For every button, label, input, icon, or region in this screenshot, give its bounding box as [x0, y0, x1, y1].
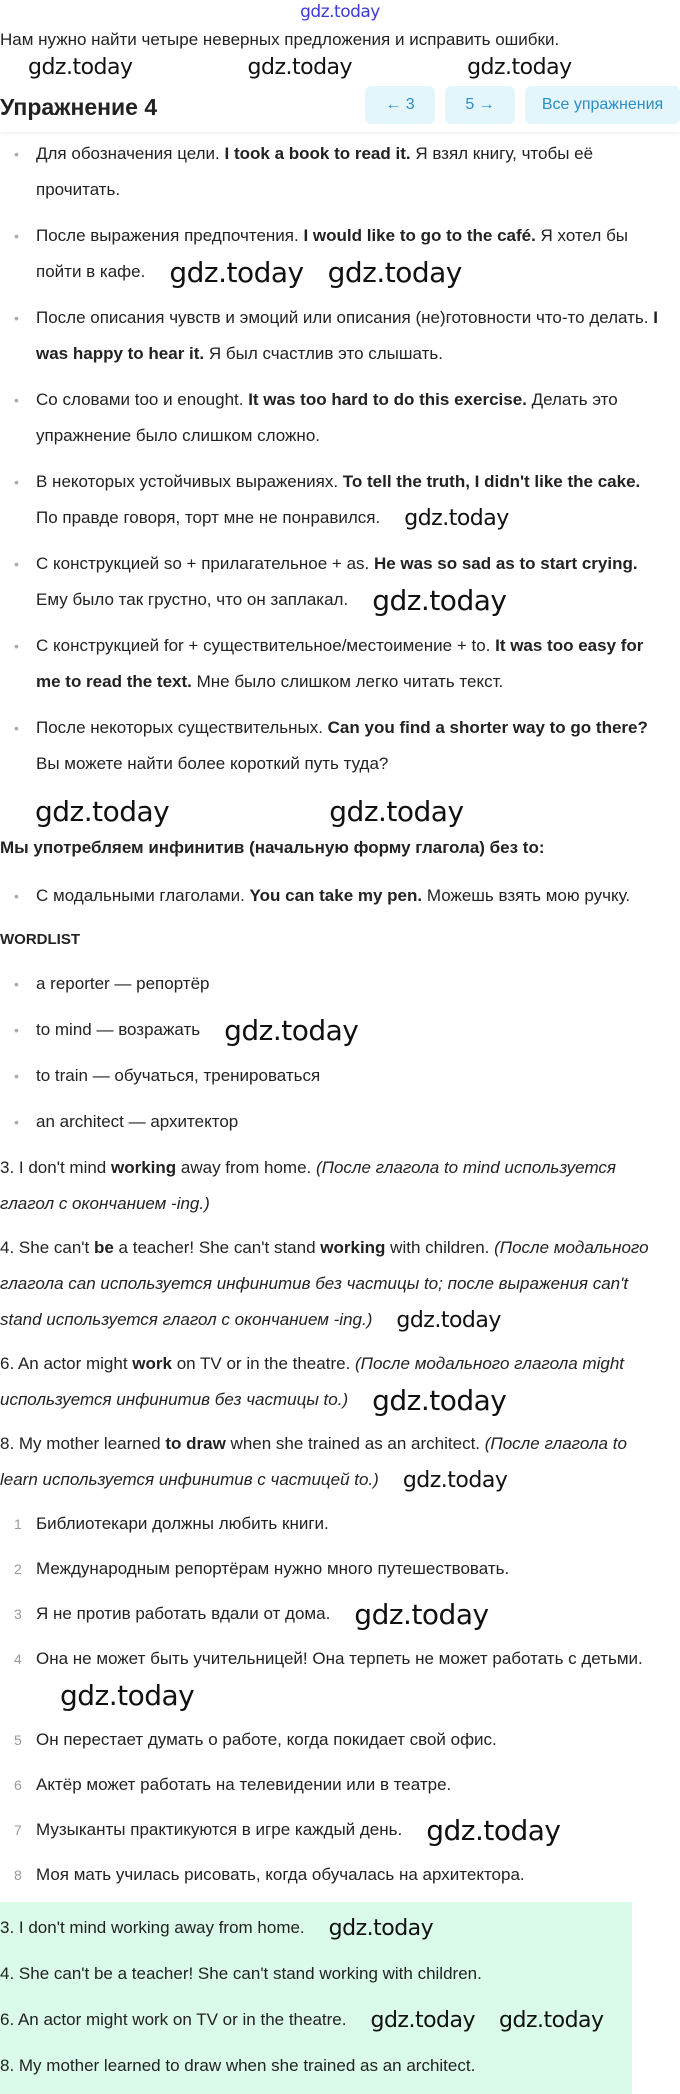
answer-paragraph	[0, 1230, 665, 1338]
text-segment: Для обозначения цели.	[36, 144, 225, 163]
bold-example: To tell the truth, I didn't like the cake.	[342, 472, 641, 491]
watermark: gdz.today	[426, 1813, 561, 1847]
list-item	[0, 1058, 660, 1094]
all-exercises-button[interactable]: Все упражнения	[525, 86, 680, 124]
list-item	[0, 300, 660, 372]
text-segment: С конструкцией for + существительное/местоимение + to.	[36, 636, 496, 655]
watermark: gdz.today	[327, 255, 462, 289]
watermark: gdz.today	[224, 1013, 359, 1047]
answers-explained	[0, 1150, 665, 1498]
list-item	[0, 136, 660, 208]
final-answer-text: 4. She can't be a teacher! She can't stand working with children.	[0, 1964, 482, 1983]
intro-text: Нам нужно найти четыре неверных предложения и исправить ошибки.	[0, 30, 560, 49]
watermark: gdz.today	[372, 1383, 507, 1417]
text-segment: with children.	[385, 1238, 495, 1257]
text-segment: when she trained as an architect.	[225, 1434, 485, 1453]
bullet-icon: •	[14, 1114, 19, 1130]
translation-text: Библиотекари должны любить книги.	[36, 1514, 329, 1533]
bullet-icon: •	[14, 888, 19, 904]
list-item	[0, 628, 660, 700]
page-title: Упражнение 4	[0, 94, 158, 120]
bold-example: Can you find a shorter way to go there?	[327, 718, 648, 737]
list-item	[0, 878, 660, 914]
text-segment: С модальными глаголами.	[36, 886, 250, 905]
watermark: gdz.today	[499, 2007, 604, 2033]
bullet-icon: •	[14, 1068, 19, 1084]
translation-text: Я не против работать вдали от дома.	[36, 1604, 331, 1623]
bullet-icon: •	[14, 146, 19, 162]
bold-example: It was too hard to do this exercise.	[248, 390, 527, 409]
bold-example: I would like to go to the café.	[303, 226, 536, 245]
rules-list	[0, 136, 660, 782]
exercise-header	[0, 82, 680, 132]
answer-paragraph	[0, 1426, 665, 1498]
text-segment: Я был счастлив это слышать.	[204, 344, 443, 363]
without-to-heading: Мы употребляем инфинитив (начальную форму глагола) без to:	[0, 838, 545, 857]
bold-example: be	[93, 1238, 114, 1257]
text-segment: a teacher! She can't stand	[113, 1238, 321, 1257]
text-segment: После описания чувств и эмоций или описания (не)готовности что-то делать.	[36, 308, 654, 327]
text-segment: Мне было слишком легко читать текст.	[191, 672, 504, 691]
bold-example: I was happy to hear it.	[36, 308, 658, 363]
watermark: gdz.today	[35, 795, 170, 828]
translation-text: Она не может быть учительницей! Она терпеть не может работать с детьми.	[36, 1649, 643, 1668]
item-number: 2	[14, 1561, 22, 1577]
item-number: 7	[14, 1822, 22, 1838]
translation-item	[0, 1767, 660, 1803]
item-number: 3	[14, 1606, 22, 1622]
text-segment: 8. My mother learned	[0, 1434, 166, 1453]
list-item	[0, 546, 660, 618]
translation-text: Международным репортёрам нужно много путешествовать.	[36, 1559, 510, 1578]
item-number: 6	[14, 1777, 22, 1793]
bullet-icon: •	[14, 310, 19, 326]
text-segment: Можешь взять мою ручку.	[422, 886, 631, 905]
watermark: gdz.today	[300, 2, 380, 23]
text-segment: По правде говоря, торт мне не понравился.	[36, 508, 381, 527]
text-segment: После выражения предпочтения.	[36, 226, 304, 245]
text-segment: Я взял книгу, чтобы её прочитать.	[36, 144, 594, 199]
word-entry: an architect — архитектор	[36, 1112, 239, 1131]
text-segment: Я хотел бы пойти в кафе.	[36, 226, 629, 281]
list-item	[0, 1012, 660, 1048]
final-answer-text: 6. An actor might work on TV or in the theatre.	[0, 2010, 347, 2029]
watermark: gdz.today	[247, 55, 353, 80]
translation-text: Он перестает думать о работе, когда покидает свой офис.	[36, 1730, 497, 1749]
translation-item	[0, 1812, 660, 1848]
translation-item	[0, 1857, 660, 1893]
text-segment: С конструкцией so + прилагательное + as.	[36, 554, 374, 573]
bold-example: working	[320, 1238, 386, 1257]
watermark-row	[0, 0, 680, 24]
explanation-note: (После глагола to mind используется глагол с окончанием -ing.)	[0, 1158, 616, 1213]
final-answer	[0, 1956, 632, 1992]
bullet-icon: •	[14, 976, 19, 992]
bullet-icon: •	[14, 474, 19, 490]
watermark: gdz.today	[60, 1678, 195, 1712]
watermark: gdz.today	[372, 583, 507, 617]
item-number: 1	[14, 1516, 22, 1532]
wordlist	[0, 966, 660, 1140]
bold-example: He was so sad as to start crying.	[373, 554, 638, 573]
text-segment: После некоторых существительных.	[36, 718, 328, 737]
next-exercise-button[interactable]: 5 →	[445, 86, 515, 124]
text-segment: 6. An actor might	[0, 1354, 133, 1373]
translation-item	[0, 1641, 660, 1713]
translation-text: Моя мать училась рисовать, когда обучалась на архитектора.	[36, 1865, 525, 1884]
text-segment: В некоторых устойчивых выражениях.	[36, 472, 343, 491]
final-answer	[0, 2048, 632, 2084]
bold-example: to draw	[165, 1434, 226, 1453]
bullet-icon: •	[14, 556, 19, 572]
word-entry: to train — обучаться, тренироваться	[36, 1066, 321, 1085]
list-item	[0, 464, 660, 536]
bullet-icon: •	[14, 720, 19, 736]
watermark: gdz.today	[402, 1467, 508, 1493]
text-segment: Делать это упражнение было слишком сложно.	[36, 390, 618, 445]
explanation-note: (После модального глагола might используется инфинитив без частицы to.)	[0, 1354, 625, 1409]
text-segment: Вы можете найти более короткий путь туда?	[36, 754, 389, 773]
bold-example: You can take my pen.	[249, 886, 423, 905]
wordlist-heading: WORDLIST	[0, 931, 80, 948]
list-item	[0, 710, 660, 782]
item-number: 5	[14, 1732, 22, 1748]
bullet-icon: •	[14, 1022, 19, 1038]
watermark-row	[0, 54, 680, 82]
watermark: gdz.today	[404, 505, 509, 531]
watermark: gdz.today	[467, 55, 572, 80]
list-item	[0, 1104, 660, 1140]
word-entry: a reporter — репортёр	[36, 974, 210, 993]
bullet-icon: •	[14, 392, 19, 408]
text-segment: Ему было так грустно, что он заплакал.	[36, 590, 349, 609]
bold-example: I took a book to read it.	[224, 144, 411, 163]
explanation-note: (После глагола to learn используется инфинитив с частицей to.)	[0, 1434, 627, 1489]
watermark: gdz.today	[328, 1915, 434, 1941]
list-item	[0, 966, 660, 1002]
translation-item	[0, 1722, 660, 1758]
translation-item	[0, 1596, 660, 1632]
word-entry: to mind — возражать	[36, 1020, 201, 1039]
watermark-row	[0, 792, 680, 832]
watermark: gdz.today	[370, 2007, 476, 2033]
list-item	[0, 382, 660, 454]
final-answer	[0, 1910, 632, 1946]
answer-paragraph	[0, 1346, 665, 1418]
translation-item	[0, 1551, 660, 1587]
prev-exercise-button[interactable]: ← 3	[365, 86, 435, 124]
translation-item	[0, 1506, 660, 1542]
explanation-note: (После модального глагола can используется инфинитив без частицы to; после выражения can't stand используется глагол с окончанием -ing.)	[0, 1238, 649, 1329]
list-item	[0, 218, 660, 290]
text-segment: 3. I don't mind	[0, 1158, 111, 1177]
text-segment: on TV or in the theatre.	[171, 1354, 355, 1373]
watermark: gdz.today	[28, 55, 133, 80]
watermark: gdz.today	[329, 795, 464, 828]
bullet-icon: •	[14, 638, 19, 654]
translations-list	[0, 1506, 660, 1893]
text-segment: Со словами too и enought.	[36, 390, 249, 409]
bold-example: It was too easy for me to read the text.	[36, 636, 644, 691]
without-to-list	[0, 878, 660, 914]
final-answer-text: 8. My mother learned to draw when she trained as an architect.	[0, 2056, 476, 2075]
watermark: gdz.today	[396, 1307, 501, 1333]
watermark: gdz.today	[169, 255, 304, 289]
text-segment: away from home.	[176, 1158, 316, 1177]
watermark: gdz.today	[354, 1597, 489, 1631]
item-number: 8	[14, 1867, 22, 1883]
bold-example: working	[110, 1158, 177, 1177]
bold-example: work	[132, 1354, 172, 1373]
final-answers-box	[0, 1902, 632, 2094]
translation-text: Актёр может работать на телевидении или в театре.	[36, 1775, 452, 1794]
answer-paragraph	[0, 1150, 665, 1222]
translation-text: Музыканты практикуются в игре каждый день.	[36, 1820, 403, 1839]
final-answer	[0, 2002, 632, 2038]
item-number: 4	[14, 1651, 22, 1667]
text-segment: 4. She can't	[0, 1238, 94, 1257]
bullet-icon: •	[14, 228, 19, 244]
final-answer-text: 3. I don't mind working away from home.	[0, 1918, 305, 1937]
